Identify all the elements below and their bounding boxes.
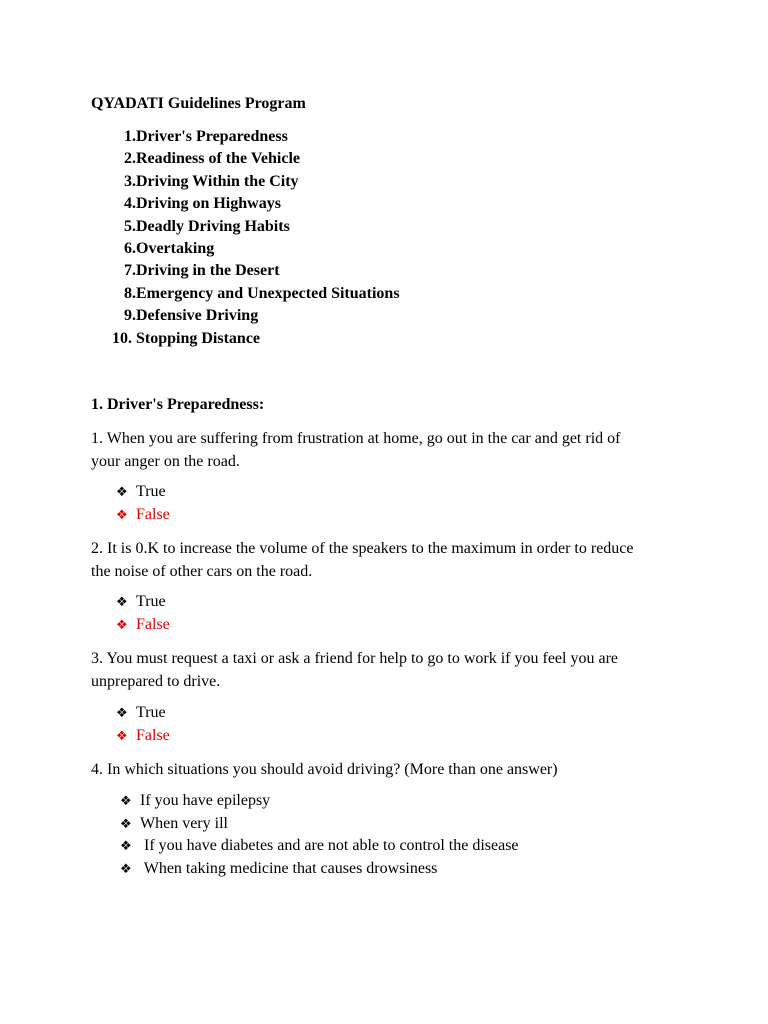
answer-option xyxy=(120,858,519,881)
toc-item xyxy=(0,126,768,148)
diamond-bullet-icon: ❖ xyxy=(116,728,128,744)
correct-answer-option xyxy=(116,725,170,748)
toc-item-number: 1. xyxy=(124,128,136,145)
toc-item-label: Deadly Driving Habits xyxy=(136,217,290,235)
answer-options xyxy=(116,591,170,636)
document-title: QYADATI Guidelines Program xyxy=(91,95,306,112)
toc-item-label: Emergency and Unexpected Situations xyxy=(136,284,400,302)
toc-item xyxy=(0,283,768,305)
toc-item xyxy=(0,305,768,327)
correct-answer-option xyxy=(116,614,170,637)
toc-item-label: Stopping Distance xyxy=(136,329,261,347)
toc-item-label: Driving on Highways xyxy=(136,195,281,213)
toc-item-label: Driving in the Desert xyxy=(136,262,280,280)
answer-option-text: False xyxy=(136,615,170,633)
diamond-bullet-icon: ❖ xyxy=(116,617,128,633)
table-of-contents xyxy=(0,126,768,350)
toc-item-number: 10. xyxy=(112,329,132,347)
answer-option-text: False xyxy=(136,505,170,523)
toc-item xyxy=(0,148,768,170)
question-text: 4. In which situations you should avoid driving? (More than one answer) xyxy=(91,761,558,778)
diamond-bullet-icon: ❖ xyxy=(116,485,128,500)
answer-options xyxy=(116,702,170,747)
answer-option-text: When taking medicine that causes drowsiness xyxy=(140,859,438,877)
toc-item-label: Defensive Driving xyxy=(136,307,259,325)
answer-option xyxy=(120,790,519,813)
diamond-bullet-icon: ❖ xyxy=(120,816,132,832)
toc-item-label: Driver's Preparedness xyxy=(136,128,288,145)
toc-item xyxy=(0,216,768,238)
answer-option xyxy=(116,591,170,614)
toc-item xyxy=(0,238,768,260)
toc-item xyxy=(0,193,768,215)
diamond-bullet-icon: ❖ xyxy=(116,706,128,721)
toc-item-number: 6. xyxy=(124,239,136,257)
answer-option-text: False xyxy=(136,726,170,744)
toc-item-number: 8. xyxy=(124,284,136,302)
toc-item-label: Readiness of the Vehicle xyxy=(136,150,300,168)
answer-option xyxy=(120,835,519,858)
toc-item-number: 9. xyxy=(124,307,136,325)
answer-option xyxy=(120,813,519,836)
answer-options xyxy=(116,481,170,526)
diamond-bullet-icon: ❖ xyxy=(120,861,132,877)
toc-item-label: Overtaking xyxy=(136,239,215,257)
diamond-bullet-icon: ❖ xyxy=(116,595,128,610)
correct-answer-option xyxy=(116,504,170,527)
question-text: 1. When you are suffering from frustration at home, go out in the car and get rid of your anger on the road. xyxy=(91,430,621,470)
toc-item-label: Driving Within the City xyxy=(136,172,299,190)
diamond-bullet-icon: ❖ xyxy=(120,839,132,854)
section-heading: 1. Driver's Preparedness: xyxy=(91,396,265,413)
answer-option-text: True xyxy=(136,593,166,610)
answer-option xyxy=(116,702,170,725)
toc-item xyxy=(0,171,768,193)
toc-item xyxy=(0,260,768,282)
toc-item-number: 7. xyxy=(124,262,136,280)
toc-item-number: 5. xyxy=(124,217,136,235)
toc-item-number: 4. xyxy=(124,195,136,213)
answer-option-text: True xyxy=(136,483,166,500)
diamond-bullet-icon: ❖ xyxy=(120,794,132,809)
toc-item-number: 3. xyxy=(124,172,136,190)
diamond-bullet-icon: ❖ xyxy=(116,507,128,523)
answer-option-text: When very ill xyxy=(140,814,228,832)
answer-option-text: True xyxy=(136,704,166,721)
toc-item xyxy=(0,328,768,350)
toc-item-number: 2. xyxy=(124,150,136,168)
answer-option-text: If you have epilepsy xyxy=(140,792,271,809)
answer-options xyxy=(120,790,519,880)
question-text: 2. It is 0.K to increase the volume of the speakers to the maximum in order to reduce the noise of other cars on the road. xyxy=(91,540,634,580)
question-text: 3. You must request a taxi or ask a friend for help to go to work if you feel you are unprepared to drive. xyxy=(91,650,618,690)
answer-option-text: If you have diabetes and are not able to control the disease xyxy=(140,837,519,854)
answer-option xyxy=(116,481,170,504)
